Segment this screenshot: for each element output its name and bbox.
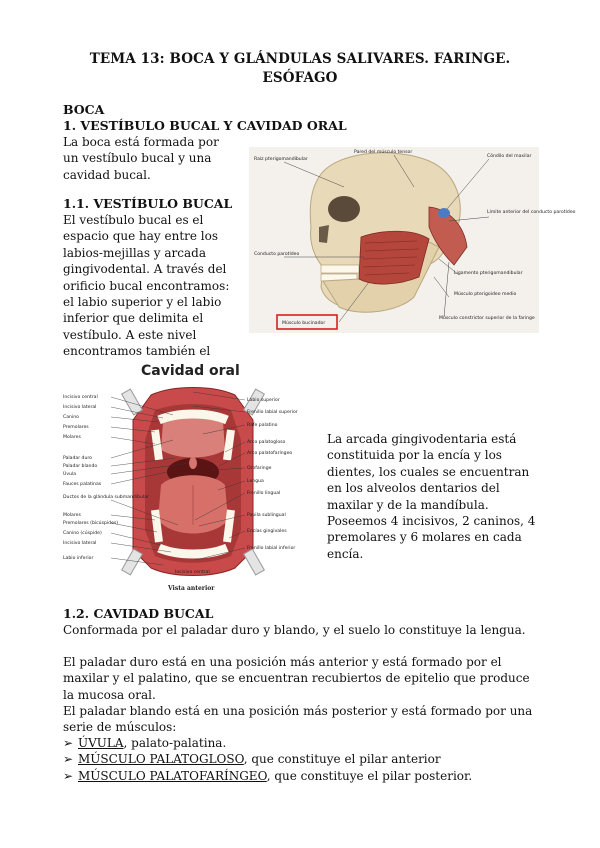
title-line-2: ESÓFAGO <box>262 70 338 86</box>
oral-left-label: Fauces palatinas <box>63 482 102 487</box>
section-heading-1: 1. VESTÍBULO BUCAL Y CAVIDAD ORAL <box>63 118 347 133</box>
oral-right-label: Arco palatogloso <box>247 440 286 445</box>
list-item-rest: , que constituye el pilar anterior <box>243 752 441 767</box>
title-line-1: TEMA 13: BOCA Y GLÁNDULAS SALIVARES. FARINGE. <box>89 51 511 67</box>
skull-label-1: Raíz pterigomandibular <box>254 157 308 162</box>
oral-left-label: Labio inferior <box>63 556 94 561</box>
oral-right-label: Lengua <box>247 479 264 484</box>
oral-left-label: Canino (cúspide) <box>63 531 102 536</box>
skull-illustration <box>249 147 576 333</box>
paladar-duro-paragraph: El paladar duro está en una posición más anterior y está formado por el maxilar y el palatino, que se encuentran recubiertos de epitelio que produce la mucosa oral. <box>63 655 530 702</box>
oral-right-label: Encías gingivales <box>247 529 287 534</box>
skull-label-5: Conducto parotídeo <box>254 252 300 257</box>
arrow-bullet-icon: ➢ <box>63 752 74 767</box>
oral-right-label: Labio superior <box>247 398 280 403</box>
oral-bottom-label: Incisivo central <box>175 570 210 575</box>
oral-figure-title: Cavidad oral <box>141 363 240 379</box>
paladar-blando-paragraph: El paladar blando está en una posición más posterior y está formado por una serie de músculos: <box>63 704 533 735</box>
skull-label-4: Límite anterior del conducto parotídeo <box>487 210 576 215</box>
list-item-name: ÚVULA <box>78 736 124 750</box>
list-item <box>63 751 543 767</box>
list-item-rest: , palato-palatina. <box>123 736 227 750</box>
list-item <box>63 735 543 751</box>
intro-paragraph: La boca está formada por un vestíbulo bucal y una cavidad bucal. <box>63 135 219 182</box>
oral-cavity-illustration <box>63 360 323 592</box>
oral-right-label: Orofaringe <box>247 466 272 471</box>
list-item-rest: , que constituye el pilar posterior. <box>266 768 473 783</box>
skull-label-3: Cóndilo del maxilar <box>487 154 532 159</box>
oral-left-label: Paladar duro <box>63 456 92 461</box>
oral-left-label: Ductos de la glándula submandibular <box>63 495 149 500</box>
skull-label-6: Ligamento pterigomandibular <box>454 271 523 276</box>
section-heading-1-1: 1.1. VESTÍBULO BUCAL <box>63 196 233 211</box>
cavidad-paragraph: Conformada por el paladar duro y blando, y el suelo lo constituye la lengua. <box>63 623 526 637</box>
oral-left-label: Premolares (bicúspides) <box>63 521 119 526</box>
oral-right-label: Papila sublingual <box>247 513 286 518</box>
skull-label-9: Músculo constrictor superior de la faringe <box>439 316 535 321</box>
oral-figure-caption: Vista anterior <box>168 585 215 592</box>
list-item <box>63 768 543 784</box>
arrow-bullet-icon: ➢ <box>63 736 74 750</box>
oral-left-label: Molares <box>63 513 81 518</box>
oral-left-label: Incisivo lateral <box>63 405 97 410</box>
list-item-name: MÚSCULO PALATOFARÍNGEO <box>78 768 267 783</box>
document-title <box>60 50 540 88</box>
oral-right-label: Frenillo labial superior <box>247 410 298 415</box>
arcada-paragraph: La arcada gingivodentaria está constituida por la encía y los dientes, los cuales se encuentran en los alveolos dentarios del maxilar y de la mandíbula. Poseemos 4 incisivos, 2 caninos, 4 premolares y 6 molares en cada encía. <box>327 432 536 561</box>
oral-right-label: Rafe palatino <box>247 423 278 428</box>
arrow-bullet-icon: ➢ <box>63 768 74 783</box>
muscle-list <box>63 735 543 784</box>
oral-left-label: Incisivo lateral <box>63 541 97 546</box>
oral-right-label: Arco palatofaríngeo <box>247 451 293 456</box>
vestibulo-paragraph: El vestíbulo bucal es el espacio que hay entre los labios-mejillas y arcada gingivodental. A través del orificio bucal encontramos: el labio superior y el labio inferior que delimita el vestíbulo. A este nivel encontramos también el <box>63 213 230 359</box>
oral-right-label: Frenillo labial inferior <box>247 546 296 551</box>
oral-left-label: Canino <box>63 415 79 420</box>
list-item-name: MÚSCULO PALATOGLOSO <box>78 752 244 767</box>
oral-left-label: Paladar blando <box>63 464 98 469</box>
section-heading-boca: BOCA <box>63 102 105 117</box>
oral-left-label: Úvula <box>63 472 77 477</box>
section-heading-1-2: 1.2. CAVIDAD BUCAL <box>63 606 214 621</box>
skull-label-2: Pared del músculo tensor <box>354 150 413 155</box>
oral-left-label: Molares <box>63 435 81 440</box>
oral-right-label: Frenillo lingual <box>247 491 281 496</box>
skull-label-8: Músculo bucinador <box>282 321 326 326</box>
oral-left-label: Incisivo central <box>63 395 98 400</box>
oral-left-label: Premolares <box>63 425 89 430</box>
skull-label-7: Músculo pterigoideo medio <box>454 292 517 297</box>
